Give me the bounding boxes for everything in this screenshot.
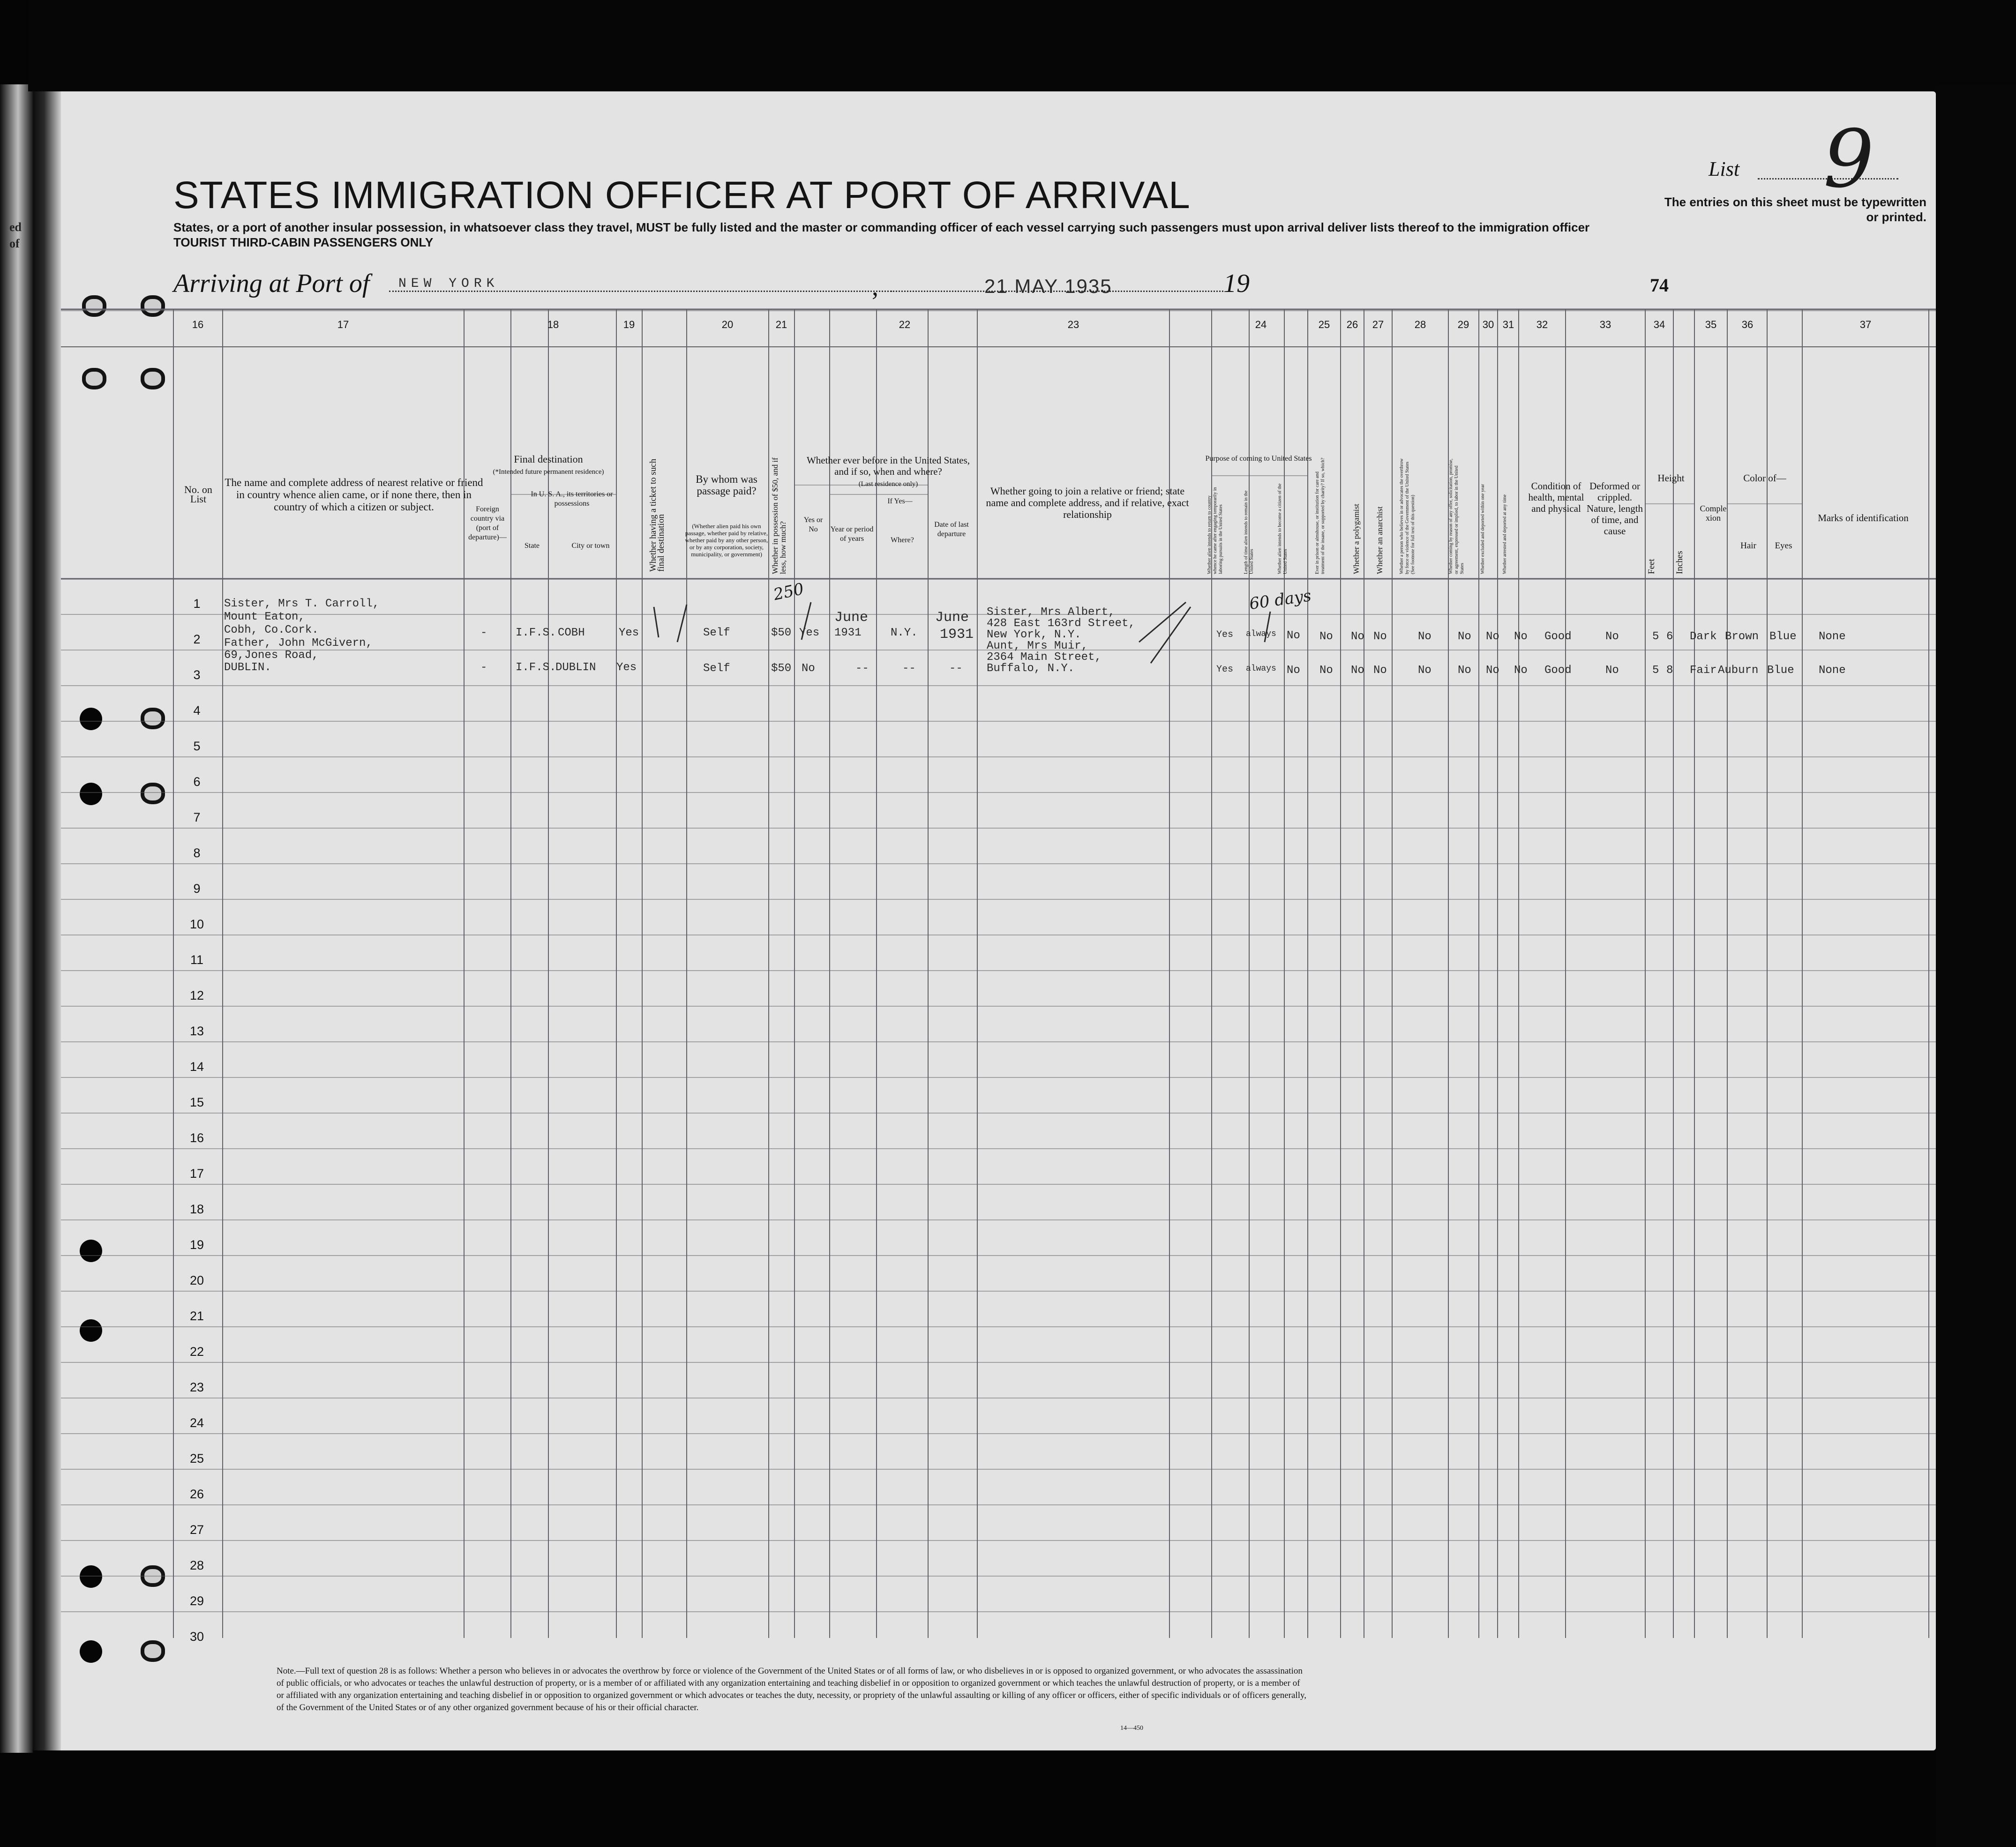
heading-possession: Whether in possession of $50, and if less, how much? [771, 457, 787, 574]
row-1-relative-line-2: Mount Eaton, [224, 611, 305, 623]
heading-where: Where? [891, 536, 914, 544]
row-2-joining-line-1: Aunt, Mrs Muir, [987, 640, 1088, 652]
row-1-inches: 6 [1666, 630, 1673, 643]
row-1-complexion: Dark [1690, 630, 1717, 643]
row-2-deformed: No [1605, 664, 1619, 677]
column-number: 20 [721, 319, 734, 330]
row-2-relative-line-3: DUBLIN. [224, 661, 271, 674]
left-page-fragment-2: of [9, 237, 20, 250]
list-instruction: The entries on this sheet must be typewritten or printed. [1664, 195, 1926, 224]
heading-yes-no: Yes or No [803, 516, 823, 533]
row-number: 25 [189, 1451, 204, 1466]
heading-feet: Feet [1647, 559, 1656, 574]
row-1-paid-by: Self [703, 627, 730, 639]
column-number: 33 [1599, 319, 1611, 330]
row-1-before: Yes [799, 627, 820, 639]
column-number: 24 [1255, 319, 1267, 330]
left-page-edge [0, 84, 33, 1753]
row-2-relative-line-2: 69,Jones Road, [224, 649, 319, 662]
page-number: 74 [1650, 275, 1669, 296]
row-2-city: DUBLIN [555, 661, 596, 674]
row-2-hair: Auburn [1718, 664, 1759, 677]
row-1-q31: No [1514, 630, 1528, 643]
row-number: 15 [189, 1095, 204, 1109]
row-1-joining-line-3: New York, N.Y. [987, 628, 1081, 641]
heading-final-destination: Final destination [514, 453, 583, 465]
column-number: 29 [1457, 319, 1469, 330]
row-number: 11 [190, 953, 204, 967]
row-number: 20 [189, 1273, 204, 1287]
row-1-citizen: No [1287, 629, 1300, 642]
heading-q29: Whether coming by reason of any offer, solicitation, promise, or agreement, expressed or implied, to labor in the United States [1448, 458, 1465, 574]
page-title: STATES IMMIGRATION OFFICER AT PORT OF ARRIVAL [173, 174, 1191, 217]
column-number: 21 [775, 319, 787, 330]
row-1-length: always [1246, 629, 1276, 639]
heading-date-departure: Date of last departure [934, 521, 969, 538]
row-number: 5 [193, 739, 201, 753]
heading-deformed: Deformed or crippled. Nature, length of time, and cause [1586, 480, 1643, 537]
heading-no-on-list: No. on List [184, 484, 212, 505]
row-2-return: Yes [1216, 664, 1234, 675]
row-number: 27 [189, 1523, 204, 1537]
row-number: 1 [193, 597, 201, 611]
handwritten-250: 250 [772, 579, 806, 605]
heading-by-whom-note: (Whether alien paid his own passage, whether paid by relative, whether paid by any other person, or by any corporation, society, municipality, or government) [685, 523, 768, 558]
column-number: 25 [1318, 319, 1330, 330]
column-number: 27 [1372, 319, 1384, 330]
row-1-hair: Brown [1725, 630, 1759, 643]
subtitle-line-1: States, or a port of another insular possession, in whatsoever class they travel, MUST be fully listed and the master or commanding officer of each vessel carrying such passengers must upon arrival deliver lists thereof to the immigration officer [173, 220, 1590, 234]
column-number: 22 [899, 319, 911, 330]
handwritten-60-days: 60 days [1248, 586, 1312, 614]
row-1-q28: No [1418, 630, 1431, 643]
row-2-q28: No [1418, 664, 1431, 677]
row-1-eyes: Blue [1769, 630, 1797, 643]
row-2-complexion: Fair [1690, 664, 1717, 677]
row-number: 29 [189, 1594, 204, 1608]
row-1-where: N.Y. [891, 627, 918, 639]
year-prefix: 19 [1223, 269, 1250, 298]
column-number: 28 [1414, 319, 1426, 330]
list-number: 9 [1823, 113, 1874, 206]
row-1-joining-line-1: Sister, Mrs Albert, [987, 606, 1115, 619]
column-number: 26 [1346, 319, 1358, 330]
row-2-length: always [1246, 664, 1276, 673]
list-label: List [1709, 157, 1740, 180]
row-number: 9 [193, 882, 201, 896]
row-2-inches: 8 [1666, 664, 1673, 677]
heading-anarchist: Whether an anarchist [1375, 506, 1384, 574]
heading-if-yes: If Yes— [887, 497, 913, 505]
heading-in-usa: In U. S. A., its territories or possessions [531, 490, 613, 508]
heading-polygamist: Whether a polygamist [1352, 503, 1361, 574]
row-1-q29: No [1458, 630, 1471, 643]
row-number: 17 [189, 1167, 204, 1181]
manifest-sheet [33, 91, 1936, 1750]
column-number: 34 [1653, 319, 1665, 330]
row-number: 28 [189, 1558, 204, 1572]
row-2-q30: No [1486, 664, 1499, 677]
row-number: 24 [189, 1416, 204, 1430]
row-2-foreign: - [480, 661, 487, 674]
heading-prison: Ever in prison or almshouse, or institution for care and treatment of the insane, or supported by charity? If so, which? [1315, 457, 1326, 574]
row-1-relative-line-1: Sister, Mrs T. Carroll, [224, 598, 380, 610]
row-1-city: COBH [558, 627, 585, 639]
column-number: 36 [1741, 319, 1754, 330]
row-1-prison: No [1319, 630, 1333, 643]
heading-q31: Whether arrested and deported at any time [1502, 494, 1507, 574]
row-number: 22 [189, 1345, 204, 1359]
heading-purpose: Purpose of coming to United States [1205, 455, 1312, 463]
row-number: 2 [193, 632, 201, 646]
column-number: 18 [547, 319, 559, 330]
heading-joining: Whether going to join a relative or friend; state name and complete address, and if relative, exact relationship [986, 485, 1189, 520]
row-1-marks: None [1819, 630, 1846, 643]
heading-by-whom: By whom was passage paid? [696, 473, 757, 497]
heading-marks: Marks of identification [1818, 512, 1909, 523]
row-1-return: Yes [1216, 629, 1234, 640]
row-1-foreign: - [480, 627, 487, 639]
row-1-feet: 5 [1652, 630, 1659, 643]
row-1-polygamist: No [1351, 630, 1364, 643]
subtitle-line-2: TOURIST THIRD-CABIN PASSENGERS ONLY [173, 235, 434, 249]
heading-condition: Condition of health, mental and physical [1528, 480, 1584, 514]
heading-q28: Whether a person who believes in or advocates the overthrow by force or violence of the Government of the United States (See footnote for full text of this question) [1399, 458, 1416, 574]
row-2-relative-line-1: Father, John McGivern, [224, 637, 373, 650]
row-number: 26 [189, 1487, 204, 1501]
row-2-state: I.F.S. [516, 661, 556, 674]
row-1-health: Good [1544, 630, 1572, 643]
row-2-marks: None [1819, 664, 1846, 677]
binder-hole [141, 1640, 165, 1662]
heading-ticket: Whether having a ticket to such final destination [648, 458, 666, 572]
row-2-citizen: No [1287, 664, 1300, 677]
date-stamp: 21 MAY 1935 [984, 275, 1112, 297]
row-number: 18 [189, 1202, 204, 1216]
column-number: 35 [1705, 319, 1717, 330]
row-number: 14 [189, 1060, 204, 1074]
row-1-ticket: Yes [619, 627, 639, 639]
row-number: 19 [189, 1238, 204, 1252]
footer-note: Note.—Full text of question 28 is as follows: Whether a person who believes in or advocates the overthrow by force or violence of the Government of the United States or of all forms of law, or who disbelieves in or is opposed to organized government, or who advocates the assassination of public officials, or who advocates or teaches the unlawful destruction of property, or is a member of or affiliated with any organization entertaining and teaching disbelief in or opposition to organized government or which teaches the unlawful destruction of property, or is a member of or affiliated with any organization entertaining and teaching disbelief in or opposition to organized government or which advocates or teaches the duty, necessity, or propriety of the unlawful assaulting or killing of any officer or officers, either of specific individuals or of officers generally, of the Government of the United States or of any other organized government because of his or their official character. [277, 1666, 1306, 1712]
row-number: 21 [189, 1309, 204, 1323]
row-number: 4 [193, 703, 201, 718]
row-number: 10 [189, 917, 204, 931]
heading-city: City or town [571, 542, 610, 550]
row-number: 7 [193, 810, 201, 824]
column-number: 31 [1502, 319, 1514, 330]
column-number: 17 [337, 319, 349, 330]
row-number: 13 [189, 1024, 204, 1038]
column-number: 30 [1482, 319, 1494, 330]
row-number: 23 [189, 1380, 204, 1394]
right-dark-edge [1936, 84, 2016, 1847]
row-2-departure: -- [949, 662, 963, 675]
column-number: 16 [192, 319, 204, 330]
row-2-q29: No [1458, 664, 1471, 677]
row-2-anarchist: No [1373, 664, 1387, 677]
comma: , [872, 272, 878, 301]
row-number: 16 [189, 1131, 204, 1145]
row-2-feet: 5 [1652, 664, 1659, 677]
heading-last-residence: (Last residence only) [858, 480, 918, 488]
row-1-joining-line-2: 428 East 163rd Street, [987, 617, 1135, 630]
row-2-eyes: Blue [1767, 664, 1794, 677]
handwritten-check-marks [33, 91, 1936, 748]
row-number: 8 [193, 846, 201, 860]
column-number: 32 [1536, 319, 1548, 330]
heading-year-period: Year or period of years [830, 525, 874, 543]
port-name: NEW YORK [398, 277, 499, 291]
row-2-joining-line-3: Buffalo, N.Y. [987, 662, 1075, 675]
row-1-anarchist: No [1373, 630, 1387, 643]
arriving-label: Arriving at Port of [173, 269, 370, 298]
row-2-year: -- [855, 662, 869, 675]
row-number: 12 [189, 988, 204, 1002]
row-2-where: -- [902, 662, 916, 675]
row-2-prison: No [1319, 664, 1333, 677]
column-number: 19 [623, 319, 635, 330]
row-1-state: I.F.S. [516, 627, 556, 639]
heading-nearest-relative: The name and complete address of nearest relative or friend in country whence alien came, or if none there, then in country of which a citizen or subject. [225, 477, 483, 513]
row-2-joining-line-2: 2364 Main Street, [987, 651, 1102, 664]
heading-eyes: Eyes [1775, 541, 1792, 551]
row-2-polygamist: No [1351, 664, 1364, 677]
row-1-relative-line-3: Cobh, Co.Cork. [224, 624, 319, 636]
row-2-before: No [802, 662, 815, 675]
row-1-year-1: June [834, 610, 869, 626]
row-2-q31: No [1514, 664, 1528, 677]
heading-final-destination-note: (*Intended future permanent residence) [493, 468, 604, 476]
row-2-money: $50 [771, 662, 792, 675]
heading-complexion: Complexion [1700, 504, 1727, 523]
binder-hole [80, 1640, 102, 1663]
heading-purpose-length: Length of time alien intends to remain in the United States [1244, 490, 1254, 574]
heading-purpose-return: Whether alien intends to return to country whence he came after engaging temporarily in laboring pursuits in the United States [1207, 487, 1223, 574]
heading-before-in-us: Whether ever before in the United States, and if so, when and where? [806, 455, 970, 477]
heading-purpose-citizen: Whether alien intends to become a citizen of the United States [1277, 483, 1288, 574]
row-2-health: Good [1544, 664, 1572, 677]
heading-inches: Inches [1675, 551, 1685, 574]
row-1-departure-1: June [935, 610, 969, 626]
top-dark-edge [28, 0, 2016, 91]
heading-state: State [525, 542, 540, 550]
row-1-money: $50 [771, 627, 792, 639]
row-1-deformed: No [1605, 630, 1619, 643]
row-2-paid-by: Self [703, 662, 730, 675]
row-number: 3 [193, 668, 201, 682]
column-number: 37 [1859, 319, 1872, 330]
heading-q30: Whether excluded and deported within one year [1480, 484, 1485, 574]
row-1-year-2: 1931 [834, 627, 862, 639]
heading-height: Height [1657, 472, 1685, 484]
row-1-departure-2: 1931 [940, 627, 974, 643]
row-number: 6 [193, 775, 201, 789]
row-1-q30: No [1486, 630, 1499, 643]
heading-foreign-country: Foreign country via (port of departure)— [468, 505, 507, 541]
left-page-fragment-1: ed [9, 220, 22, 234]
row-number: 30 [189, 1630, 204, 1644]
heading-color-of: Color of— [1743, 472, 1786, 484]
column-number: 23 [1067, 319, 1079, 330]
row-2-ticket: Yes [616, 661, 637, 674]
heading-hair: Hair [1740, 541, 1756, 551]
form-number: 14—450 [1120, 1725, 1143, 1732]
